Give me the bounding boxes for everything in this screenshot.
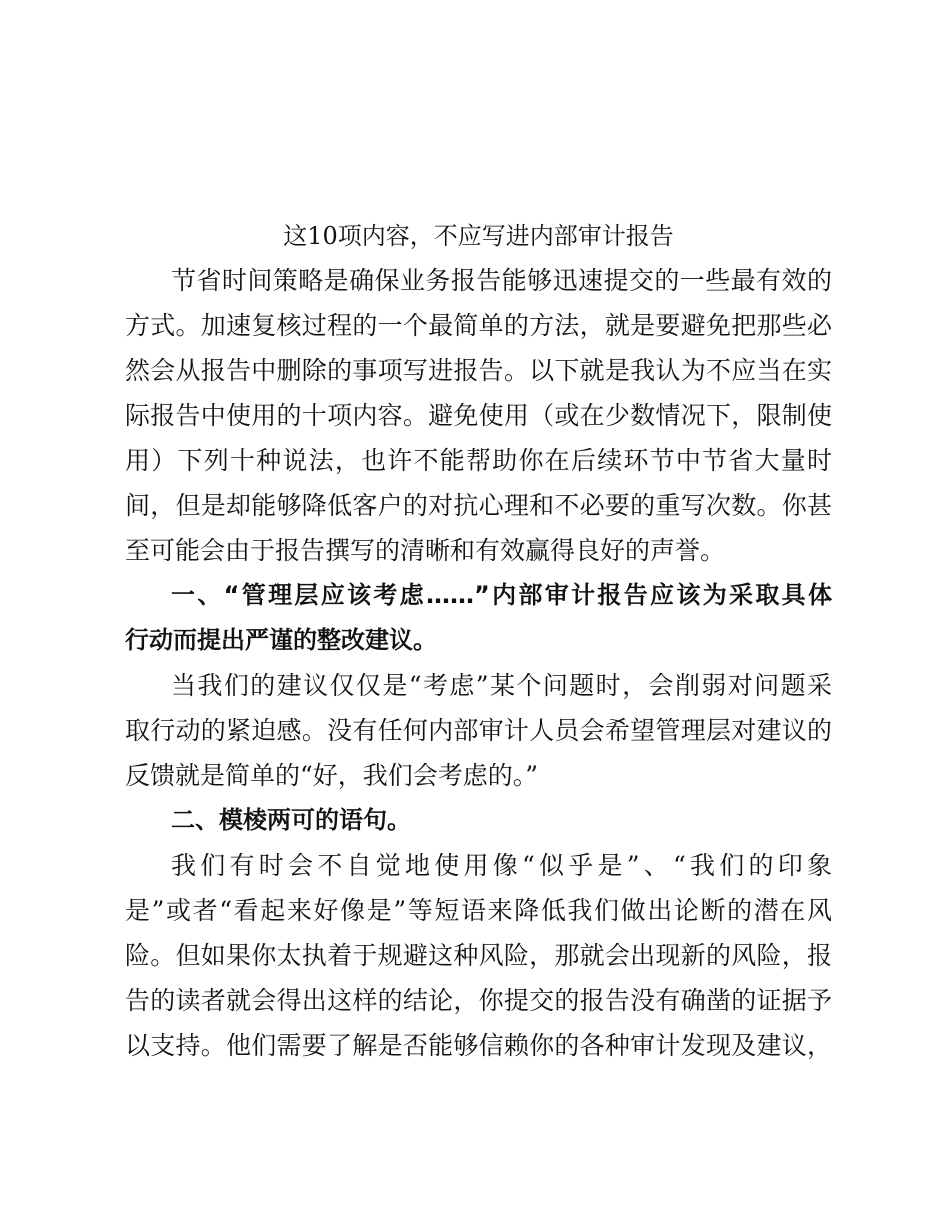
- text-line: 险。但如果你太执着于规避这种风险，那就会出现新的风险，报: [125, 941, 832, 970]
- text-line: 我们有时会不自觉地使用像“似乎是”、“我们的印象: [171, 851, 832, 880]
- text-line: 取行动的紧迫感。没有任何内部审计人员会希望管理层对建议的: [125, 716, 832, 745]
- paragraph-2: [125, 843, 832, 1068]
- text-line: 反馈就是简单的“好，我们会考虑的。”: [125, 761, 539, 790]
- paragraph-intro: [125, 258, 832, 573]
- text-line: 方式。加速复核过程的一个最简单的方法，就是要避免把那些必: [125, 311, 832, 340]
- text-line: 用）下列十种说法，也许不能帮助你在后续环节中节省大量时: [125, 446, 832, 475]
- document-title: 这10项内容，不应写进内部审计报告: [283, 222, 674, 250]
- text-line: 节省时间策略是确保业务报告能够迅速提交的一些最有效的: [171, 266, 832, 295]
- heading-line: 一、“管理层应该考虑……”内部审计报告应该为采取具体: [171, 581, 832, 609]
- heading-line: 行动而提出严谨的整改建议。: [125, 626, 437, 654]
- text-line: 以支持。他们需要了解是否能够信赖你的各种审计发现及建议，: [125, 1031, 832, 1060]
- text-line: 是”或者“看起来好像是”等短语来降低我们做出论断的潜在风: [125, 896, 832, 925]
- text-line: 际报告中使用的十项内容。避免使用（或在少数情况下，限制使: [125, 401, 832, 430]
- text-line: 当我们的建议仅仅是“考虑”某个问题时，会削弱对问题采: [171, 671, 832, 700]
- heading-1: [125, 573, 832, 663]
- text-line: 至可能会由于报告撰写的清晰和有效赢得良好的声誉。: [125, 536, 726, 565]
- document-page: [125, 215, 832, 1068]
- heading-2: 二、模棱两可的语句。: [171, 806, 411, 834]
- paragraph-1: [125, 663, 832, 798]
- text-line: 然会从报告中删除的事项写进报告。以下就是我认为不应当在实: [125, 356, 832, 385]
- text-line: 间，但是却能够降低客户的对抗心理和不必要的重写次数。你甚: [125, 491, 832, 520]
- text-line: 告的读者就会得出这样的结论，你提交的报告没有确凿的证据予: [125, 986, 832, 1015]
